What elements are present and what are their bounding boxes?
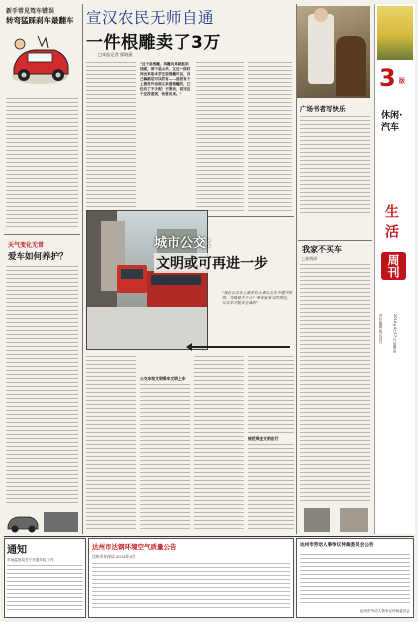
grey-logo-block	[44, 512, 78, 532]
car-article-kicker: 新手常见驾车错误	[6, 8, 55, 15]
feature-kicker: 城市公交：	[154, 236, 220, 251]
date-info: 2014年4月17日 星期四	[393, 314, 397, 353]
section-label-3: 周刊	[381, 252, 406, 280]
ad-arb-sub: 达州市劳动人事争议仲裁委员会	[359, 609, 410, 613]
editor-info: 责任编辑 版式设计	[379, 314, 383, 344]
lead-body-col3	[248, 62, 292, 212]
right-mid-body	[300, 264, 370, 504]
pull-quote-text: "这个是根雕，再雕出来就能卖钱呢，那个是山羊，又过一段时间会来取本学生说根雕可以，自己嘛都是可以的有……前段有个上游县外里面又来看根雕的，已经有了不少呢！不要动，说完这个还没看到，快要出来。"	[140, 62, 191, 96]
feature-byline: □本报记者 李德金 梁德乐	[154, 277, 203, 282]
right-small-photo	[304, 508, 330, 532]
arrow-graphic	[190, 346, 290, 348]
lead-headline-2: 一件根雕卖了3万	[86, 33, 221, 53]
section-label-1	[381, 110, 411, 134]
ad-notice-sub: 市场监管局关于开展年检工作	[7, 558, 54, 562]
ad-air-quality	[88, 538, 294, 618]
ad-notice	[4, 538, 86, 618]
root-carving-photo	[296, 6, 370, 98]
ad-air-sub: 达州市环保局 2014年4月	[92, 554, 136, 559]
feature-body-col4	[248, 356, 294, 434]
ad-arbitration	[296, 538, 414, 618]
car-icon-small	[6, 510, 40, 534]
right-mid-headline: 我家不买车	[302, 245, 342, 254]
sidebar-photo	[377, 6, 413, 60]
page-tag-label: 版	[399, 78, 406, 85]
section-sidebar	[374, 4, 415, 534]
weather-kicker: 天气变化无常	[8, 242, 45, 249]
right-mid-byline: □张海涛	[302, 256, 317, 261]
feature-body-col2	[140, 384, 190, 532]
feature-body-col5	[248, 444, 294, 532]
car-article-body	[6, 98, 78, 228]
arrow-head	[186, 343, 192, 351]
car-article-headline: 转弯猛踩刹车最翻车	[6, 16, 74, 25]
lead-body-col1	[86, 62, 136, 212]
section-1-text: 休闲·汽车	[381, 111, 403, 133]
feature-body-col3	[194, 356, 244, 532]
cartoon-car-illustration	[8, 30, 72, 90]
right-top-headline: 广场书者写快乐	[300, 105, 346, 113]
feature-quote: "我在公交车上看见有人乘公交车不遵守规则，为啥看不下去？乘客要多文明规范，公交车才能安全准时"	[222, 290, 293, 306]
ad-notice-title: 通知	[7, 545, 27, 556]
right-small-photo-2	[340, 508, 368, 532]
weather-headline: 爱车如何养护？	[8, 252, 68, 262]
feature-subhead-2: 规范乘坐文明出行	[248, 436, 279, 441]
feature-body-col1	[86, 356, 136, 532]
feature-subhead-1: 公交车站文明乘车文明上车	[140, 376, 186, 381]
section-label-2: 生活	[383, 204, 399, 244]
feature-quote-box	[222, 290, 294, 346]
page-tag-number: 3	[379, 64, 396, 92]
lead-headline-1: 宣汉农民无师自通	[86, 9, 215, 27]
ad-arb-title: 达州市劳动人事争议仲裁委员会公告	[300, 543, 374, 548]
lead-pull-quote	[140, 62, 192, 212]
right-top-body	[300, 116, 370, 216]
ad-air-title: 达州市达钢环境空气质量公告	[92, 543, 177, 551]
lead-body-col2	[196, 62, 244, 212]
lead-byline: □本报记者 廖晓燕	[98, 52, 133, 57]
weather-article-body	[6, 266, 78, 504]
left-column	[4, 4, 80, 534]
feature-headline: 文明或可再进一步	[154, 253, 270, 273]
